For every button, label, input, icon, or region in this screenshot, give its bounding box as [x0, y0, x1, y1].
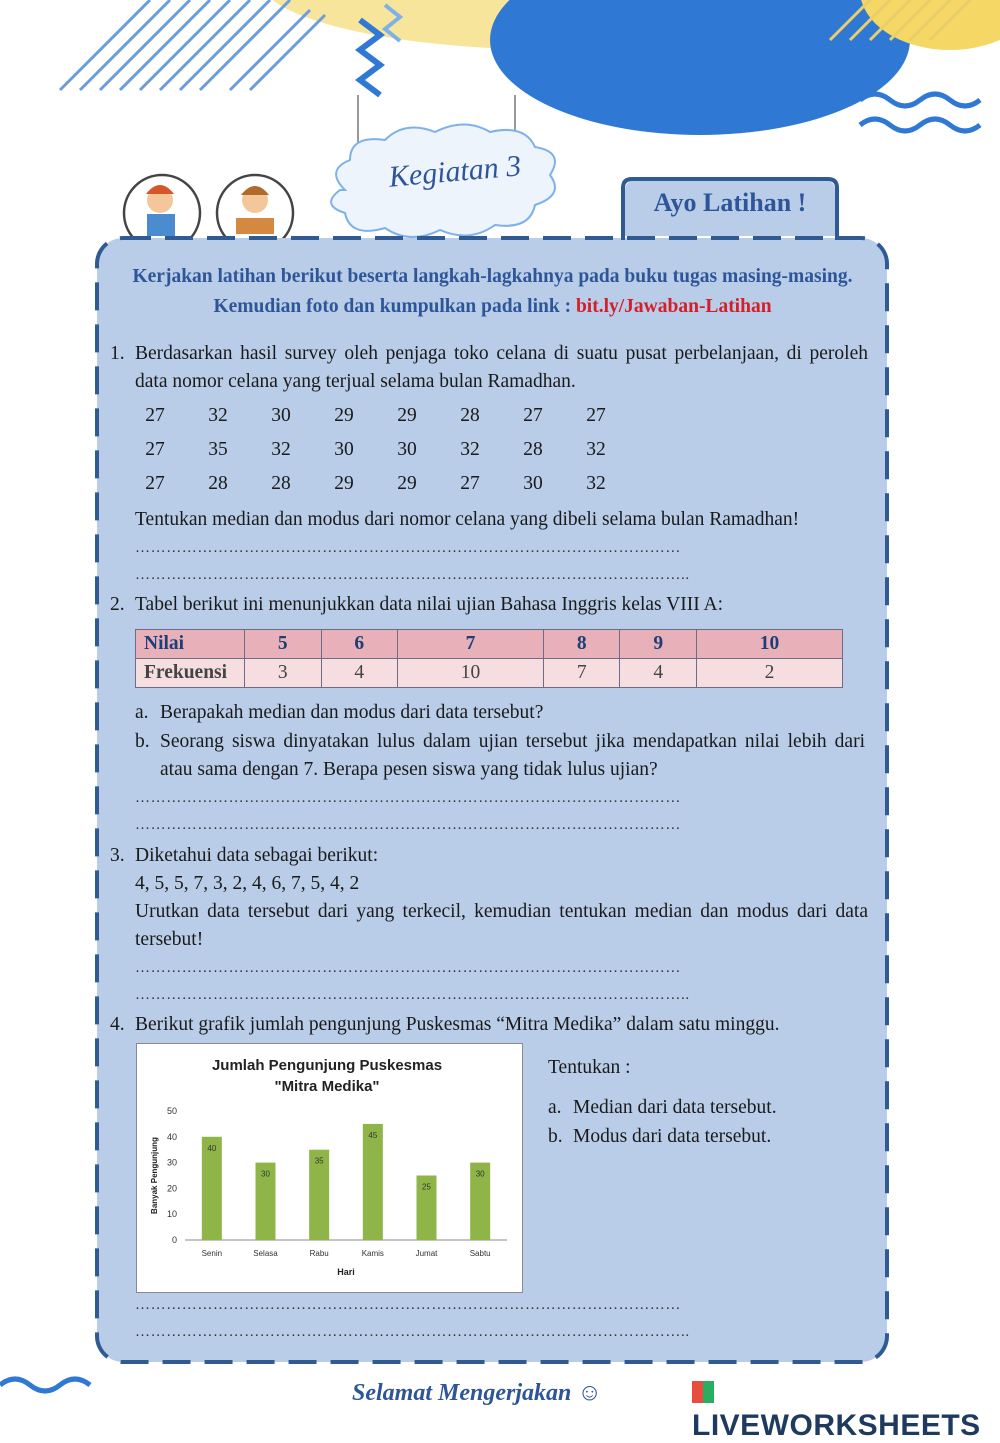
table-cell: 7 — [543, 659, 620, 688]
q1-data-value: 28 — [460, 405, 480, 426]
ayo-latihan-badge: Ayo Latihan ! — [653, 188, 807, 217]
q4a-label: a. — [548, 1097, 562, 1118]
table-cell: 5 — [245, 630, 322, 659]
bar-chart — [137, 1044, 522, 1292]
q2b-label: b. — [135, 731, 150, 752]
frequency-table — [135, 629, 843, 688]
instructions — [120, 262, 865, 322]
q1-data-value: 27 — [460, 473, 480, 494]
q4b-text: Modus dari data tersebut. — [573, 1126, 772, 1147]
q1-data-value: 32 — [208, 405, 228, 426]
q1-data-value: 32 — [460, 439, 480, 460]
chart-subtitle: "Mitra Medika" — [274, 1078, 380, 1095]
table-row — [136, 630, 843, 659]
q1-number: 1. — [110, 343, 125, 364]
x-axis-label: Hari — [337, 1267, 355, 1277]
table-header-cell: Nilai — [136, 630, 245, 659]
q1-data-value: 30 — [271, 405, 291, 426]
q1-data-value: 27 — [145, 439, 165, 460]
data-label: 40 — [207, 1143, 217, 1153]
table-cell: 4 — [620, 659, 697, 688]
y-tick-label: 10 — [166, 1209, 177, 1220]
q4-answer-line[interactable]: …………………………………………………………………………………………… — [135, 1297, 681, 1313]
q1-data-value: 30 — [523, 473, 543, 494]
q1-task: Tentukan median dan modus dari nomor celana yang dibeli selama bulan Ramadhan! — [135, 509, 800, 530]
q4a-text: Median dari data tersebut. — [573, 1097, 777, 1118]
y-tick-label: 20 — [166, 1183, 177, 1194]
q1-data-value: 28 — [523, 439, 543, 460]
q4-answer-line[interactable]: …………………………………………………………………………………………….. — [135, 1324, 690, 1340]
q1-answer-line[interactable]: …………………………………………………………………………………………… — [135, 540, 681, 556]
data-label: 25 — [422, 1182, 431, 1192]
table-cell: 7 — [398, 630, 544, 659]
q1-data-value: 28 — [271, 473, 291, 494]
q2-number: 2. — [110, 594, 125, 615]
q1-data-value: 28 — [208, 473, 228, 494]
table-header-cell: Frekuensi — [136, 659, 245, 688]
x-tick-label: Jumat — [415, 1249, 438, 1258]
table-cell: 9 — [620, 630, 697, 659]
q4-text: Berikut grafik jumlah pengunjung Puskesmas “Mitra Medika” dalam satu minggu. — [135, 1014, 780, 1035]
q2a-text: Berapakah median dan modus dari data tersebut? — [160, 702, 544, 723]
y-tick-label: 0 — [171, 1235, 177, 1245]
q1-data-value: 32 — [586, 473, 606, 494]
q1-data-value: 29 — [397, 405, 417, 426]
x-tick-label: Senin — [201, 1249, 223, 1258]
q1-data-value: 35 — [208, 439, 228, 460]
q1-data-value: 29 — [334, 473, 354, 494]
logo-icon — [692, 1381, 714, 1403]
y-tick-label: 30 — [166, 1157, 177, 1168]
q2b-text: Seorang siswa dinyatakan lulus dalam ujian tersebut jika mendapatkan nilai lebih dari atau sama dengan 7. Berapa pesen siswa yang tidak lulus ujian? — [160, 731, 865, 780]
table-cell: 3 — [245, 659, 322, 688]
table-cell: 4 — [321, 659, 398, 688]
bar-kamis — [363, 1124, 383, 1240]
q3-task: Urutkan data tersebut dari yang terkecil, kemudian tentukan median dan modus dari data tersebut! — [135, 901, 868, 950]
instructions-text: Kerjakan latihan berikut beserta langkah-lagkahnya pada buku tugas masing-masing. Kemudian foto dan kumpulkan pada link : — [132, 266, 853, 317]
q4-number: 4. — [110, 1014, 125, 1035]
q1-data-value: 30 — [397, 439, 417, 460]
x-tick-label: Rabu — [309, 1249, 329, 1258]
q4b-label: b. — [548, 1126, 563, 1147]
q3-answer-line[interactable]: …………………………………………………………………………………………… — [135, 960, 681, 976]
q3-number: 3. — [110, 845, 125, 866]
table-cell: 6 — [321, 630, 398, 659]
y-axis-label: Banyak Pengunjung — [150, 1137, 159, 1214]
q1-data-value: 30 — [334, 439, 354, 460]
q3-data: 4, 5, 5, 7, 3, 2, 4, 6, 7, 5, 4, 2 — [135, 873, 360, 894]
q1-data-value: 32 — [271, 439, 291, 460]
table-cell: 2 — [697, 659, 843, 688]
y-tick-label: 50 — [166, 1106, 177, 1116]
q1-data-value: 32 — [586, 439, 606, 460]
q3-answer-line[interactable]: …………………………………………………………………………………………….. — [135, 987, 690, 1003]
x-tick-label: Sabtu — [469, 1249, 491, 1258]
liveworksheets-logo — [692, 1375, 1000, 1443]
table-cell: 10 — [398, 659, 544, 688]
q2-text: Tabel berikut ini menunjukkan data nilai ujian Bahasa Inggris kelas VIII A: — [135, 594, 723, 615]
brand-text: LIVEWORKSHEETS — [692, 1409, 981, 1442]
table-cell: 10 — [697, 630, 843, 659]
bar-chart-container — [136, 1043, 523, 1293]
q2-answer-line[interactable]: …………………………………………………………………………………………… — [135, 790, 681, 806]
table-row — [136, 659, 843, 688]
q4-tentukan: Tentukan : — [548, 1057, 631, 1078]
data-label: 35 — [314, 1156, 324, 1166]
chart-title: Jumlah Pengunjung Puskesmas — [211, 1057, 443, 1074]
q1-answer-line[interactable]: …………………………………………………………………………………………….. — [135, 567, 690, 583]
q2-answer-line[interactable]: …………………………………………………………………………………………… — [135, 817, 681, 833]
y-tick-label: 40 — [166, 1131, 177, 1142]
x-tick-label: Selasa — [253, 1249, 278, 1258]
q3-line1: Diketahui data sebagai berikut: — [135, 845, 379, 866]
table-cell: 8 — [543, 630, 620, 659]
q1-data-value: 29 — [334, 405, 354, 426]
data-label: 30 — [475, 1169, 485, 1179]
data-label: 45 — [368, 1130, 378, 1140]
q1-data-value: 29 — [397, 473, 417, 494]
x-tick-label: Kamis — [361, 1249, 384, 1258]
q1-data-value: 27 — [523, 405, 543, 426]
q2a-label: a. — [135, 702, 149, 723]
q1-data-value: 27 — [145, 473, 165, 494]
footer-greeting: Selamat Mengerjakan ☺ — [352, 1380, 602, 1406]
kegiatan-title: Kegiatan 3 — [387, 149, 523, 194]
answer-link[interactable]: bit.ly/Jawaban-Latihan — [575, 296, 772, 317]
data-label: 30 — [261, 1169, 270, 1179]
q1-text: Berdasarkan hasil survey oleh penjaga toko celana di suatu pusat perbelanjaan, di peroleh data nomor celana yang terjual selama bulan Ramadhan. — [135, 343, 868, 392]
q1-data-value: 27 — [145, 405, 165, 426]
q1-data-value: 27 — [586, 405, 606, 426]
